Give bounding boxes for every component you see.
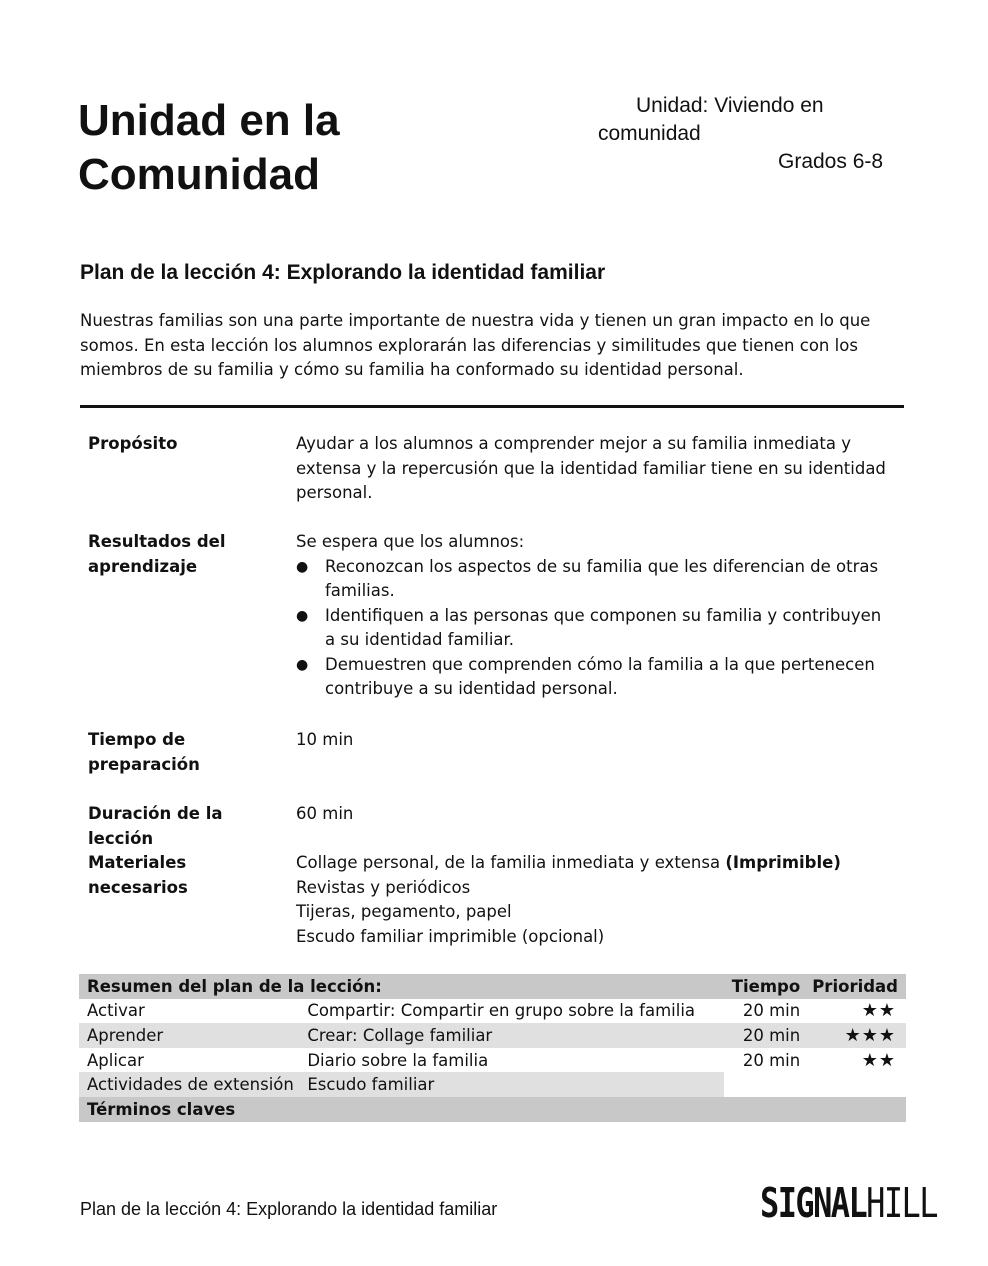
lesson-intro: Nuestras familias son una parte importante de nuestra vida y tienen un gran impacto en lo que somos. En esta lección los alumnos explorarán las diferencias y similitudes que tienen con los miembros de su familia y cómo su familia ha conformado su identidad personal. [80,311,871,379]
logo-part-2: HILL [866,1179,937,1227]
prep-value: 10 min [296,730,354,749]
outcomes-list [296,555,896,702]
duration-value: 60 min [296,804,354,823]
outcome-item: ● Identifiquen a las personas que componen su familia y contribuyen a su identidad familiar. [296,604,896,653]
printable-tag: (Imprimible) [725,853,841,872]
page-title [78,94,498,202]
key-terms-row [79,1097,906,1122]
key-terms-header: Términos claves [79,1097,906,1122]
materials-list [296,851,896,949]
time-cell: 20 min [742,1050,801,1070]
purpose-label: Propósito [88,434,178,453]
unit-label: Unidad: Viviendo en comunidad [598,94,824,145]
activity-cell: Escudo familiar [299,1072,723,1097]
priority-stars: ★★ [861,1000,896,1022]
outcome-item: ● Reconozcan los aspectos de su familia que les diferencian de otras familias. [296,555,896,604]
title-line-1: Unidad en la [78,96,340,145]
lesson-heading: Plan de la lección 4: Explorando la identidad familiar [80,261,606,284]
logo-part-1: SIGNAL [760,1179,867,1227]
signalhill-logo [760,1178,937,1228]
outcomes-label: Resultados del aprendizaje [88,532,226,576]
material-item: Tijeras, pegamento, papel [296,902,512,921]
table-row [79,999,906,1024]
section-divider [80,405,904,408]
materials-label: Materiales necesarios [88,853,188,897]
prep-label: Tiempo de preparación [88,730,200,774]
grade-label: Grados 6-8 [778,150,884,173]
table-row [79,1048,906,1073]
time-cell: 20 min [742,1001,801,1021]
priority-stars: ★★ [861,1049,896,1071]
duration-label: Duración de la lección [88,804,223,848]
footer-lesson-title: Plan de la lección 4: Explorando la identidad familiar [80,1199,498,1219]
activity-cell: Crear: Collage familiar [299,1023,723,1048]
activity-cell: Compartir: Compartir en grupo sobre la familia [307,1001,696,1021]
time-header: Tiempo [724,974,804,999]
phase-cell: Aplicar [87,1050,144,1070]
phase-cell: Activar [87,1001,145,1021]
outcome-item: ● Demuestren que comprenden cómo la familia a la que pertenecen contribuye a su identidad personal. [296,653,896,702]
lesson-summary-table [79,974,906,1122]
material-text: Collage personal, de la familia inmediata y extensa [296,853,726,872]
priority-stars: ★★★ [804,1023,906,1048]
title-line-2: Comunidad [78,150,320,199]
activity-cell: Diario sobre la familia [307,1050,489,1070]
priority-header: Prioridad [804,974,906,999]
table-row [79,1072,906,1097]
empty-cell [724,1072,906,1097]
material-item: Escudo familiar imprimible (opcional) [296,926,605,946]
time-cell: 20 min [724,1023,804,1048]
summary-header: Resumen del plan de la lección: [79,974,724,999]
table-row [79,1023,906,1048]
material-item: Revistas y periódicos [296,877,471,897]
phase-cell: Aprender [79,1023,299,1048]
outcomes-intro: Se espera que los alumnos: [296,532,525,551]
material-item [296,851,896,876]
phase-cell: Actividades de extensión [79,1072,299,1097]
summary-header-row [79,974,906,999]
outcomes-content [296,530,896,702]
purpose-text: Ayudar a los alumnos a comprender mejor a su familia inmediata y extensa y la repercusión que la identidad familiar tiene en su identidad personal. [296,434,886,502]
